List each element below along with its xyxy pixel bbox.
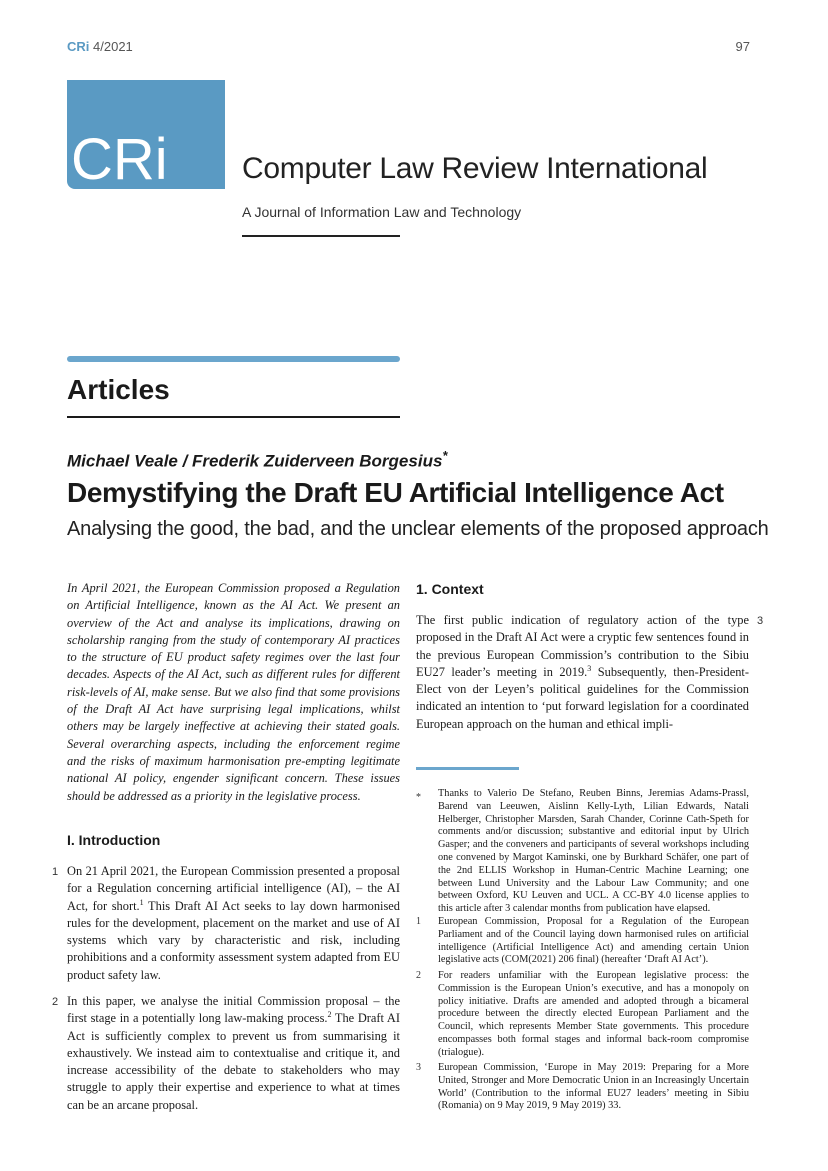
running-header-brand: CRi	[67, 39, 90, 54]
footnote-mark-1: 1	[416, 916, 421, 927]
paragraph-2-text-a: In this paper, we analyse the initial Commission proposal – the first stage in a potentially long law-making process.	[67, 994, 400, 1026]
heading-introduction: I. Introduction	[67, 832, 161, 848]
heading-context: 1. Context	[416, 581, 484, 597]
footnote-ref-1: 1	[139, 897, 144, 907]
paragraph-2	[67, 993, 400, 1114]
paragraph-3-text-b: Subsequently, then-President-Elect von der Leyen’s political guidelines for the Commission indicated an intention to ‘put forward legislation for a coordinated European approach on the human and ethical impli-	[416, 664, 749, 731]
footnote-1: European Commission, Proposal for a Regulation of the European Parliament and of the Council laying down harmonised rules on artificial intelligence (Artificial Intelligence Act) and amending certain Union legislative acts (COM(2021) 206 final) (hereafter ‘Draft AI Act’).	[438, 916, 749, 966]
paragraph-1	[67, 863, 400, 984]
article-subtitle: Analysing the good, the bad, and the unclear elements of the proposed approach	[67, 518, 769, 540]
page-number: 97	[735, 39, 750, 54]
article-title: Demystifying the Draft EU Artificial Intelligence Act	[67, 477, 724, 508]
footnote-mark-3: 3	[416, 1062, 421, 1073]
paragraph-3-text-a: The first public indication of regulatory action of the type proposed in the Draft AI Act were a cryptic few sentences found in the previous European Commission’s contribution to the Sibiu EU27 leader’s meeting in 2019.	[416, 613, 749, 679]
paragraph-1-text-b: This Draft AI Act seeks to lay down harmonised rules for the development, placement on the market and use of AI systems which vary by characteristic and risk, including prohibitions and a conformity assessment system adapted from EU product safety law.	[67, 898, 400, 982]
journal-logo	[67, 80, 225, 192]
journal-title: Computer Law Review International	[242, 152, 708, 185]
authors-footnote-mark: *	[442, 448, 448, 463]
footnote-3: European Commission, ‘Europe in May 2019: Preparing for a More United, Stronger and More Democratic Union in an Increasingly Uncertain World’ (Contribution to the informal EU27 leaders’ meeting in Sibiu (Romania) on 9 May 2019, 9 May 2019) 33.	[438, 1062, 749, 1112]
paragraph-3	[416, 612, 749, 733]
section-rule-bottom	[67, 416, 400, 418]
footnote-2: For readers unfamiliar with the European legislative process: the Commission is the European Union’s executive, and has a monopoly on policy initiative. Drafts are amended and adopted through a bicameral procedure between the directly elected European Parliament and the Council, which represents Member State governments. This procedure encompasses both formal stages and informal back-room compromise (trialogue).	[438, 970, 749, 1058]
article-authors	[67, 448, 447, 472]
margin-number-2: 2	[52, 996, 59, 1008]
masthead-divider	[242, 235, 400, 237]
footnote-ref-2: 2	[327, 1010, 332, 1020]
running-header-left	[67, 39, 133, 54]
running-header-issue: 4/2021	[93, 39, 133, 54]
margin-number-3: 3	[757, 615, 764, 627]
authors-names: Michael Veale / Frederik Zuiderveen Borgesius	[67, 451, 443, 471]
footnote-mark-star: *	[416, 792, 421, 803]
paragraph-1-text-a: On 21 April 2021, the European Commission presented a proposal for a Regulation concerning artificial intelligence (AI), – the AI Act, for short.	[67, 864, 400, 913]
footnote-rule	[416, 767, 519, 770]
section-title: Articles	[67, 374, 170, 405]
footnote-mark-2: 2	[416, 970, 421, 981]
journal-subtitle: A Journal of Information Law and Technology	[242, 204, 522, 220]
journal-logo-text: CRi	[71, 127, 168, 192]
paragraph-2-text-b: The Draft AI Act is sufficiently complex to prevent us from summarising it exhaustively. We instead aim to contextualise and critique it, and increase accessibility of the debate to stakeholders who may struggle to apply their expertise and experience to what at times can be an arcane proposal.	[67, 1011, 400, 1112]
footnote-star: Thanks to Valerio De Stefano, Reuben Binns, Jeremias Adams-Prassl, Barend van Leeuwen, Aislinn Kelly-Lyth, Lilian Edwards, Natali Helberger, Christopher Marsden, Sarah Chander, Corinne Cath-Speth for comments and/or discussion; substantive and editorial input by Ulrich Gasper; and the conveners and participants of several workshops including one convened by Margot Kaminski, one by Burkhard Schäfer, one part of the 2nd ELLIS Workshop in Human-Centric Machine Learning; one between Lund University and the Labour Law Community; and one between Oxford, KU Leuven and UCL. A CC-BY 4.0 license applies to this article after 3 calendar months from publication have elapsed.	[438, 788, 749, 915]
abstract: In April 2021, the European Commission proposed a Regulation on Artificial Intelligence, known as the AI Act. We present an overview of the Act and analyse its implications, drawing on scholarship ranging from the study of contemporary AI practices to the structure of EU product safety regimes over the last four decades. Aspects of the AI Act, such as different rules for different risk-levels of AI, make sense. But we also find that some provisions of the Draft AI Act have surprising legal implications, whilst others may be largely ineffective at achieving their stated goals. Several overarching aspects, including the enforcement regime and the risks of maximum harmonisation pre-empting legitimate national AI policy, engender significant concern. These issues should be addressed as a priority in the legislative process.	[67, 581, 400, 803]
section-rule-top	[67, 356, 400, 362]
margin-number-1: 1	[52, 866, 59, 878]
footnote-ref-3: 3	[587, 663, 592, 673]
